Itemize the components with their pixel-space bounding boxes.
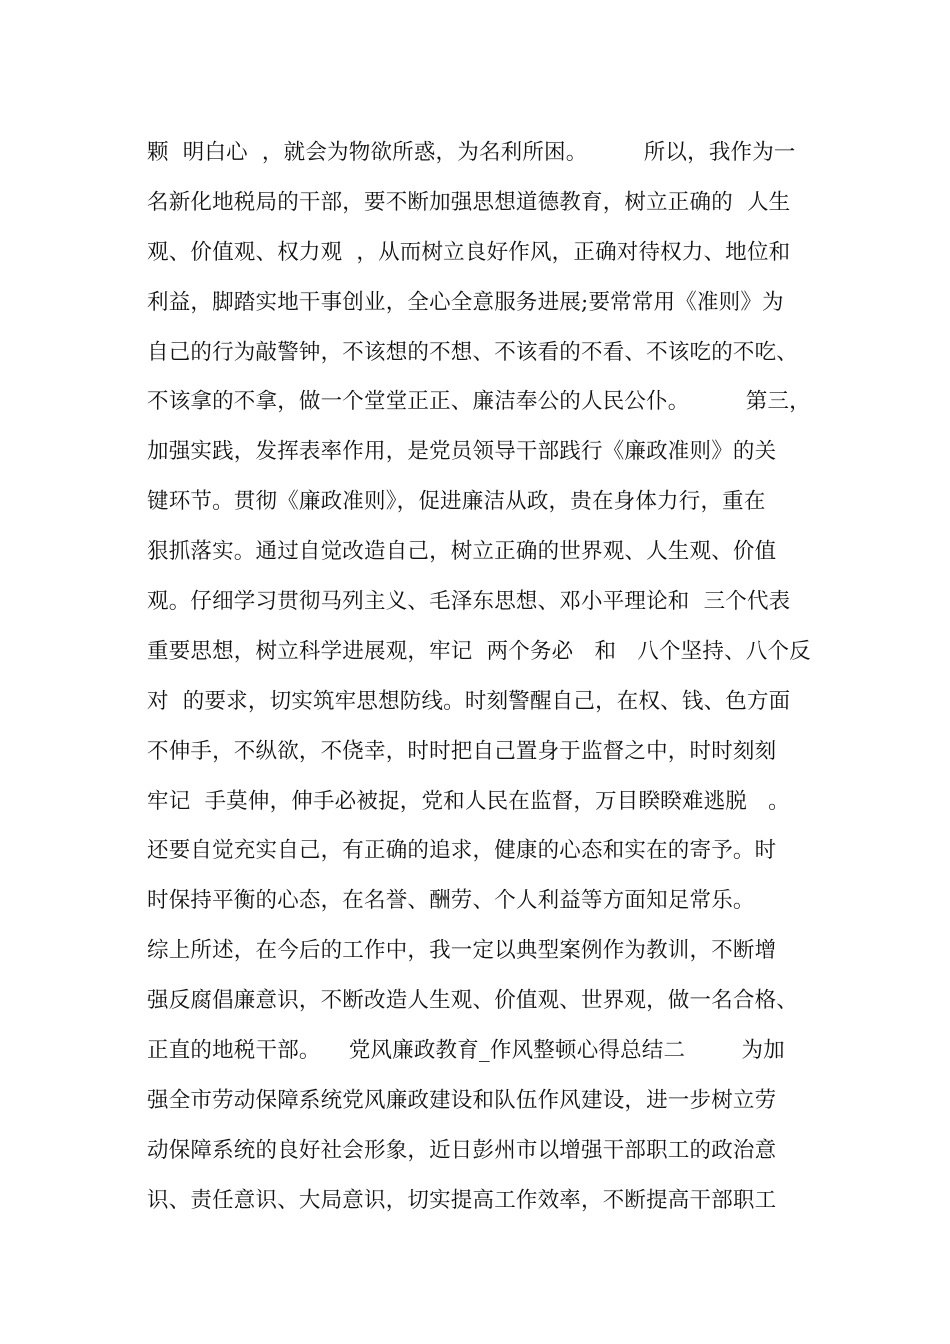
- text-line: 综上所述，在今后的工作中，我一定以典型案例作为教训，不断增: [147, 938, 777, 964]
- text-line: 强反腐倡廉意识，不断改造人生观、价值观、世界观，做一名合格、: [147, 988, 799, 1014]
- text-line: 动保障系统的良好社会形象，近日彭州市以增强干部职工的政治意: [147, 1137, 777, 1163]
- text-line: 利益，脚踏实地干事创业，全心全意服务进展;要常常用《准则》为: [147, 289, 784, 315]
- text-line: 名新化地税局的干部，要不断加强思想道德教育，树立正确的 人生: [147, 189, 791, 215]
- text-line: 键环节。贯彻《廉政准则》，促进廉洁从政，贵在身体力行，重在: [147, 489, 766, 515]
- text-line: 观。仔细学习贯彻马列主义、毛泽东思想、邓小平理论和 三个代表: [147, 589, 791, 615]
- text-line: 还要自觉充实自己，有正确的追求，健康的心态和实在的寄予。时: [147, 838, 777, 864]
- text-line: 颗 明白心 ，就会为物欲所惑，为名利所困。 所以，我作为一: [147, 140, 796, 165]
- text-line: 不伸手，不纵欲，不侥幸，时时把自己置身于监督之中，时时刻刻: [147, 738, 777, 764]
- text-line: 对 的要求，切实筑牢思想防线。时刻警醒自己，在权、钱、色方面: [147, 688, 791, 714]
- body-text: [147, 128, 827, 1226]
- text-line: 不该拿的不拿，做一个堂堂正正、廉洁奉公的人民公仆。 第三，: [147, 389, 811, 415]
- text-line: 时保持平衡的心态，在名誉、酬劳、个人利益等方面知足常乐。: [147, 888, 755, 914]
- text-line: 自己的行为敲警钟，不该想的不想、不该看的不看、不该吃的不吃、: [147, 339, 799, 365]
- text-line: 正直的地税干部。 党风廉政教育_作风整顿心得总结二 为加: [147, 1038, 785, 1064]
- text-line: 识、责任意识、大局意识，切实提高工作效率，不断提高干部职工: [147, 1187, 777, 1213]
- text-line: 重要思想，树立科学进展观，牢记 两个务必 和 八个坚持、八个反: [147, 638, 811, 664]
- text-line: 牢记 手莫伸，伸手必被捉，党和人民在监督，万目睽睽难逃脱 。: [147, 788, 790, 814]
- text-line: 加强实践，发挥表率作用，是党员领导干部践行《廉政准则》的关: [147, 439, 777, 465]
- text-line: 观、价值观、权力观 ，从而树立良好作风，正确对待权力、地位和: [147, 239, 791, 265]
- text-line: 强全市劳动保障系统党风廉政建设和队伍作风建设，进一步树立劳: [147, 1087, 777, 1113]
- text-line: 狠抓落实。通过自觉改造自己，树立正确的世界观、人生观、价值: [147, 539, 777, 565]
